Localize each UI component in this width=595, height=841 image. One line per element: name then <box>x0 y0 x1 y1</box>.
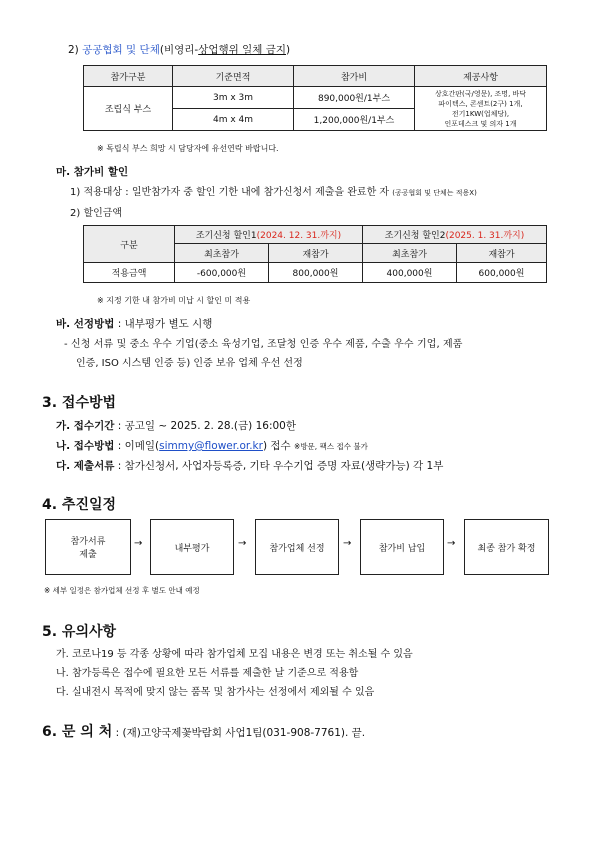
section-4-title: 4. 추진일정 <box>42 497 117 513</box>
selection-text: : 내부평가 별도 시행 <box>114 318 213 330</box>
arrow-icon: → <box>134 538 143 549</box>
arrow-icon: → <box>238 538 247 549</box>
heading-underlined: 상업행위 일체 금지 <box>198 44 286 56</box>
discount-item-2: 2) 할인금액 <box>70 208 123 219</box>
table-cell: 400,000원 <box>363 263 457 283</box>
receipt-method-note: ※방문, 팩스 접수 불가 <box>294 442 368 451</box>
item-text: 적용대상 : 일반참가자 중 할인 기한 내에 참가신청서 제출을 완료한 자 <box>83 187 390 198</box>
table-header: 기준면적 <box>173 66 294 87</box>
schedule-note: ※ 세부 일정은 참가업체 선정 후 별도 안내 예정 <box>44 586 200 595</box>
contact-text: : (재)고양국제꽃박람회 사업1팀(031-908-7761). 끝. <box>112 727 366 739</box>
table-header-early2 <box>363 226 547 244</box>
step-fee-payment: 참가비 납입 <box>360 519 444 575</box>
receipt-period <box>56 418 296 433</box>
table-header: 구분 <box>84 226 175 263</box>
heading-blue-text: 단체 <box>139 44 160 56</box>
table-subheader: 최초참가 <box>363 244 457 263</box>
heading-paren: ) <box>286 44 291 56</box>
step-label: 참가서류 <box>70 537 106 547</box>
receipt-period-text: : 공고일 ~ 2025. 2. 28.(금) 16:00한 <box>114 420 297 432</box>
table-header-early1 <box>175 226 363 244</box>
arrow-icon: → <box>447 538 456 549</box>
selection-bullet-cont: 인증, ISO 시스템 인증 등) 인증 보유 업체 우선 선정 <box>76 358 303 369</box>
receipt-method <box>56 438 368 453</box>
receipt-method-text: : 이메일( <box>114 440 160 452</box>
notice-item: 나. 참가등록은 접수에 필요한 모든 서류를 제출한 날 기준으로 적용함 <box>56 668 359 679</box>
heading-blue-text: 및 <box>126 44 137 56</box>
table-header: 참가구분 <box>84 66 173 87</box>
section-6-contact <box>42 721 365 741</box>
step-company-selection: 참가업체 선정 <box>255 519 339 575</box>
notice-item: 다. 실내전시 목적에 맞지 않는 품목 및 참가사는 선정에서 제외될 수 있음 <box>56 687 375 698</box>
provided-line: 상호간판(국/영문), 조명, 바닥 <box>434 89 527 98</box>
heading-blue-text: 공공협회 <box>82 44 123 56</box>
early2-label: 조기신청 할인2 <box>384 231 446 241</box>
item-small-note: (공공협회 및 단체는 적용X) <box>392 189 477 197</box>
discount-table <box>83 225 547 283</box>
provided-items-cell <box>415 87 547 131</box>
table-cell: 1,200,000원/1부스 <box>294 109 415 131</box>
item-number: 1) <box>70 187 81 198</box>
table-header: 제공사항 <box>415 66 547 87</box>
table-row-label: 적용금액 <box>84 263 175 283</box>
table-cell: 800,000원 <box>269 263 363 283</box>
discount-note: ※ 지정 기한 내 참가비 미납 시 할인 미 적용 <box>97 296 251 305</box>
notice-item: 가. 코로나19 등 각종 상황에 따라 참가업체 모집 내용은 변경 또는 취소될 수 있음 <box>56 649 413 660</box>
selection-heading <box>56 316 212 331</box>
early2-date: (2025. 1. 31.까지) <box>445 231 525 241</box>
selection-bullet: - 신청 서류 및 중소 우수 기업(중소 육성기업, 조달청 인증 우수 제품, 수출 우수 기업, 제품 <box>64 339 463 350</box>
table-cell: 600,000원 <box>457 263 547 283</box>
email-link[interactable]: simmy@flower.or.kr <box>159 440 263 452</box>
provided-line: 파이텍스, 콘센트(2구) 1개, <box>438 99 523 108</box>
table-cell: 4m x 4m <box>173 109 294 131</box>
section-3-title: 3. 접수방법 <box>42 395 117 411</box>
step-label: 제출 <box>79 550 97 560</box>
selection-label: 바. 선정방법 <box>56 318 115 330</box>
booth-note: ※ 독립식 부스 희망 시 담당자에 유선연락 바랍니다. <box>97 144 279 153</box>
required-documents <box>56 458 443 473</box>
table-cell: -600,000원 <box>175 263 269 283</box>
receipt-period-label: 가. 접수기간 <box>56 420 115 432</box>
table-cell: 890,000원/1부스 <box>294 87 415 109</box>
arrow-icon: → <box>343 538 352 549</box>
required-documents-label: 다. 제출서류 <box>56 460 115 472</box>
provided-line: 인포데스크 및 의자 1개 <box>444 119 517 128</box>
table-subheader: 재참가 <box>457 244 547 263</box>
receipt-method-text: ) 접수 <box>262 440 295 452</box>
discount-heading: 마. 참가비 할인 <box>56 166 129 178</box>
discount-item-1 <box>70 183 477 198</box>
provided-line: 전기1KW(업체당), <box>451 109 510 118</box>
booth-category-cell: 조립식 부스 <box>84 87 173 131</box>
step-final-confirmation: 최종 참가 확정 <box>464 519 549 575</box>
booth-fee-table <box>83 65 547 131</box>
section-5-title: 5. 유의사항 <box>42 624 117 640</box>
receipt-method-label: 나. 접수방법 <box>56 440 115 452</box>
table-subheader: 재참가 <box>269 244 363 263</box>
table-header: 참가비 <box>294 66 415 87</box>
item-number: 2) <box>68 44 79 56</box>
section-6-title: 6. 문 의 처 <box>42 724 113 740</box>
early1-date: (2024. 12. 31.까지) <box>256 231 342 241</box>
table-cell: 3m x 3m <box>173 87 294 109</box>
section-2-heading <box>68 42 290 57</box>
heading-paren: (비영리- <box>159 44 199 56</box>
required-documents-text: : 참가신청서, 사업자등록증, 기타 우수기업 증명 자료(생략가능) 각 1부 <box>114 460 444 472</box>
table-subheader: 최초참가 <box>175 244 269 263</box>
step-submit-documents <box>45 519 131 575</box>
early1-label: 조기신청 할인1 <box>195 231 257 241</box>
step-internal-review: 내부평가 <box>150 519 234 575</box>
